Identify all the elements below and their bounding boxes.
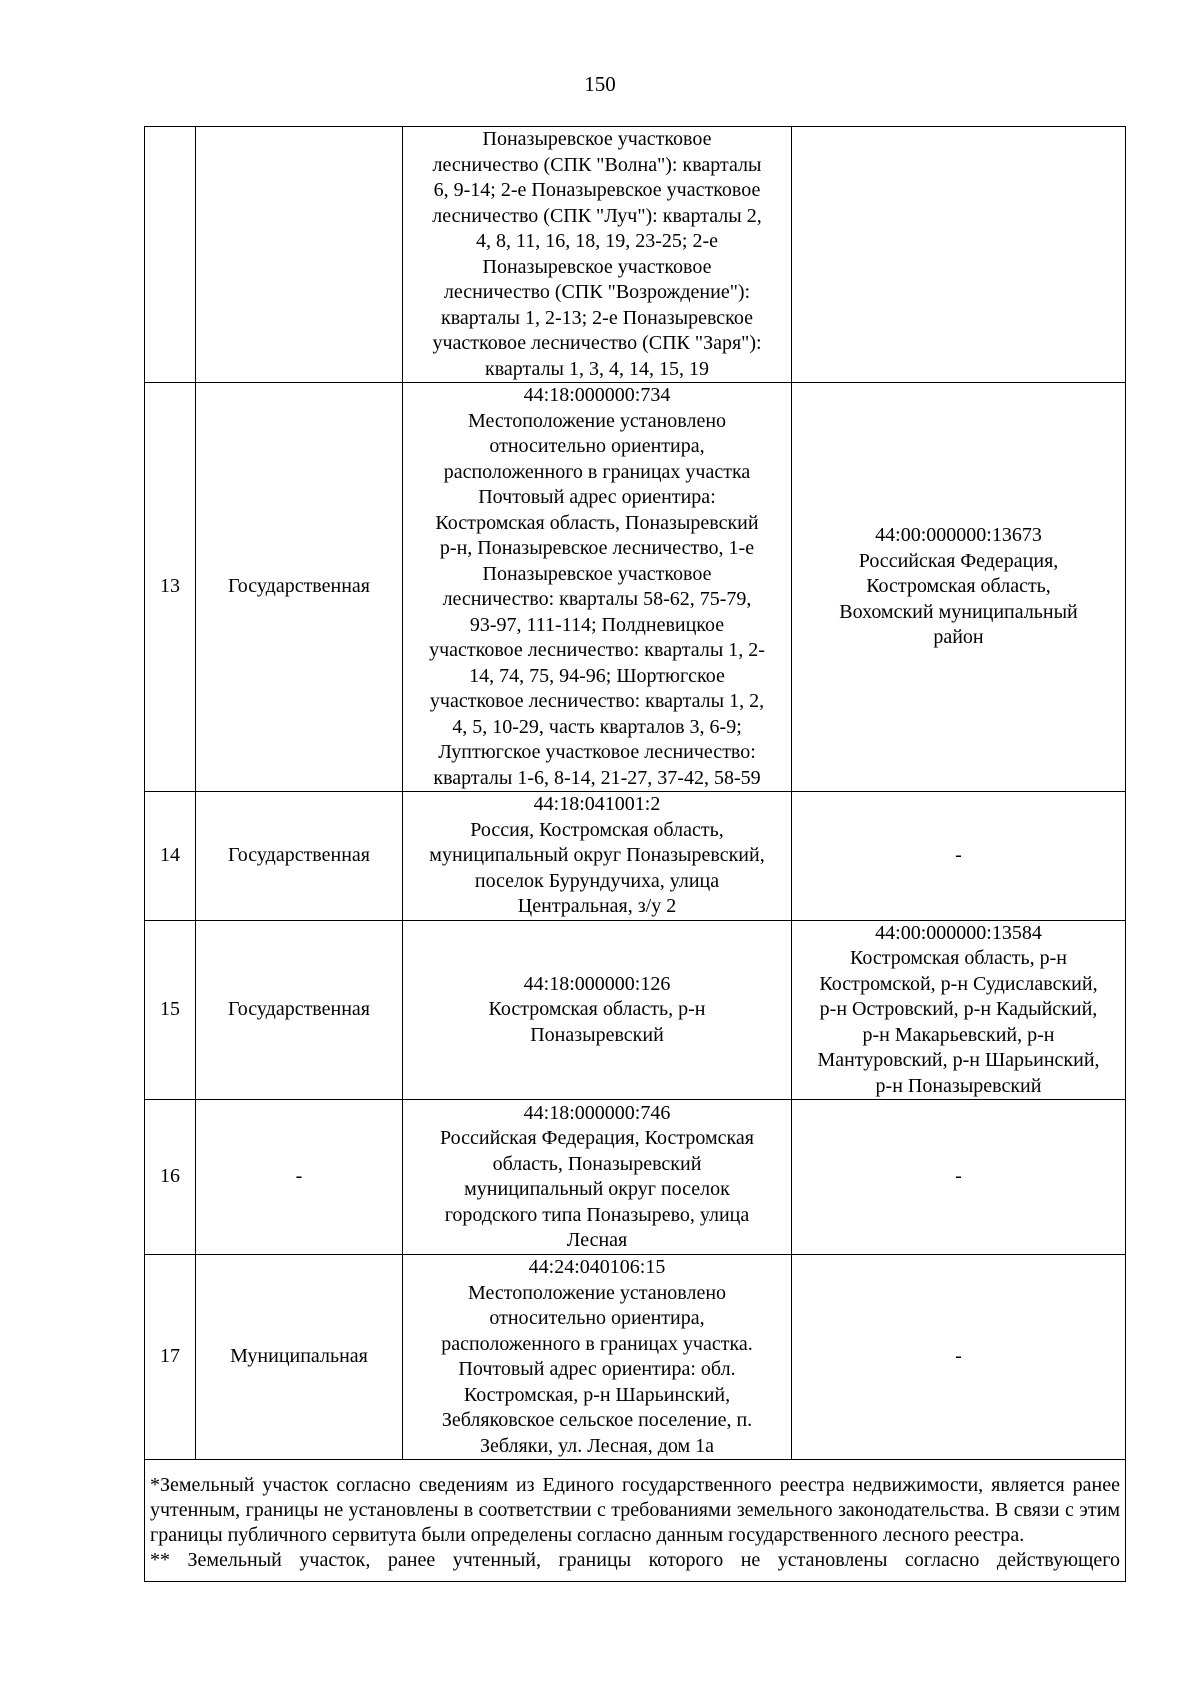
cell-line: Центральная, з/у 2	[517, 895, 677, 917]
cell-line: Луптюгское участковое лесничество:	[438, 741, 756, 763]
cell-line: -	[955, 844, 962, 866]
cell-line: -	[955, 1165, 962, 1188]
land-plot-cell	[403, 127, 792, 383]
cadastral-cell	[792, 920, 1126, 1100]
land-plot-cell	[403, 920, 792, 1100]
cell-line: относительно ориентира,	[489, 1307, 705, 1329]
cell-line: участковое лесничество: кварталы 1, 2,	[429, 690, 765, 712]
cell-line: Костромская область,	[866, 575, 1051, 598]
cell-line: Вохомский муниципальный	[839, 600, 1078, 623]
cell-line: область, Поназыревский	[492, 1152, 702, 1175]
cell-line: 44:00:000000:13673	[875, 524, 1042, 547]
ownership-cell: Государственная	[196, 383, 403, 792]
cell-line: лесничество (СПК "Волна"): кварталы	[432, 153, 762, 176]
ownership-cell: -	[196, 1100, 403, 1255]
page-number: 150	[584, 72, 616, 96]
footnote-1: *Земельный участок согласно сведениям из Единого государственного реестра недвижимости, является ранее учтенным, границы не установлены в соответствии с требованиями земельного законодательства. В связи с этим границы публичного сервитута были определены согласно данным государственного лесного реестра.	[150, 1473, 1120, 1546]
row-number-cell: 16	[145, 1100, 196, 1255]
cell-line: кварталы 1, 3, 4, 14, 15, 19	[485, 357, 709, 380]
cell-line: 4, 5, 10-29, часть кварталов 3, 6-9;	[452, 715, 742, 738]
cell-line: Поназыревский	[530, 1023, 664, 1046]
cell-line: р-н Макарьевский, р-н	[862, 1023, 1055, 1046]
row-number-cell: 17	[145, 1255, 196, 1460]
cell-line: кварталы 1-6, 8-14, 21-27, 37-42, 58-59	[433, 766, 761, 789]
cell-line: Россия, Костромская область,	[470, 818, 724, 841]
cell-line: 44:18:000000:746	[523, 1101, 671, 1124]
footnote-2: ** Земельный участок, ранее учтенный, границы которого не установлены согласно действующего	[150, 1548, 1120, 1571]
cell-line: участковое лесничество (СПК "Заря"):	[432, 332, 762, 354]
land-plot-cell	[403, 792, 792, 921]
cell-line: Костромская, р-н Шарьинский,	[463, 1383, 731, 1406]
cell-line: Российская Федерация, Костромская	[440, 1127, 754, 1149]
table-row	[145, 127, 1126, 383]
cell-line: городского типа Поназырево, улица	[444, 1203, 750, 1226]
cell-line: -	[955, 1345, 962, 1368]
land-plot-cell	[403, 1255, 792, 1460]
cell-line: Костромская область, р-н	[488, 998, 706, 1020]
cadastral-cell	[792, 383, 1126, 792]
cell-line: кварталы 1, 2-13; 2-е Поназыревское	[441, 306, 753, 329]
footnote-cell	[145, 1460, 1126, 1582]
cell-line: расположенного в границах участка.	[441, 1332, 753, 1355]
cell-line: Зебляковское сельское поселение, п.	[441, 1409, 753, 1431]
cell-line: лесничество (СПК "Луч"): кварталы 2,	[432, 204, 762, 227]
ownership-cell	[196, 127, 403, 383]
cell-line: Лесная	[566, 1229, 628, 1251]
cell-line: Местоположение установлено	[467, 409, 727, 432]
cell-line: Российская Федерация,	[858, 549, 1059, 572]
table-row	[145, 792, 1126, 921]
cell-line: Костромская область, р-н	[850, 947, 1067, 969]
cell-line: район	[933, 626, 984, 649]
table-row	[145, 920, 1126, 1100]
cell-line: р-н Островский, р-н Кадыйский,	[819, 998, 1098, 1020]
cell-line: Поназыревское участковое	[482, 562, 712, 585]
cell-line: Зебляки, ул. Лесная, дом 1а	[479, 1434, 715, 1457]
cell-line: расположенного в границах участка	[443, 460, 751, 483]
cell-line: муниципальный округ Поназыревский,	[429, 844, 765, 866]
cadastral-cell	[792, 1255, 1126, 1460]
cell-line: лесничество: кварталы 58-62, 75-79,	[442, 588, 752, 610]
cadastral-cell	[792, 1100, 1126, 1255]
cell-line: поселок Бурундучиха, улица	[474, 869, 720, 892]
cell-line: р-н Поназыревский	[875, 1074, 1042, 1097]
land-plot-cell	[403, 1100, 792, 1255]
cadastral-cell	[792, 792, 1126, 921]
cell-line: Почтовый адрес ориентира: обл.	[458, 1358, 736, 1380]
row-number-cell: 13	[145, 383, 196, 792]
cadastral-cell	[792, 127, 1126, 383]
land-plot-cell	[403, 383, 792, 792]
cell-line: 4, 8, 11, 16, 18, 19, 23-25; 2-е	[475, 230, 718, 252]
ownership-cell: Государственная	[196, 920, 403, 1100]
cell-line: Мантуровский, р-н Шарьинский,	[817, 1049, 1100, 1071]
cell-line: 44:18:000000:126	[523, 972, 671, 995]
cell-line: Поназыревское участковое	[482, 255, 712, 278]
cell-line: Поназыревское участковое	[482, 128, 712, 150]
cell-line: муниципальный округ поселок	[464, 1178, 730, 1200]
cell-line: 6, 9-14; 2-е Поназыревское участковое	[433, 179, 761, 201]
table-row	[145, 1255, 1126, 1460]
footnote-row	[145, 1460, 1126, 1582]
cell-line: Костромская область, Поназыревский	[435, 511, 759, 534]
cell-line: р-н, Поназыревское лесничество, 1-е	[439, 537, 755, 559]
cell-line: 93-97, 111-114; Полдневицкое	[469, 613, 725, 636]
cell-line: Местоположение установлено	[467, 1281, 727, 1304]
cell-line: 44:18:000000:734	[523, 384, 671, 406]
cell-line: лесничество (СПК "Возрождение"):	[443, 281, 751, 303]
ownership-cell: Муниципальная	[196, 1255, 403, 1460]
row-number-cell: 15	[145, 920, 196, 1100]
row-number-cell	[145, 127, 196, 383]
cell-line: 44:00:000000:13584	[875, 921, 1042, 944]
table-row	[145, 383, 1126, 792]
table-row	[145, 1100, 1126, 1255]
cell-line: 44:24:040106:15	[528, 1256, 666, 1278]
row-number-cell: 14	[145, 792, 196, 921]
cell-line: Почтовый адрес ориентира:	[478, 486, 716, 508]
cell-line: 14, 74, 75, 94-96; Шортюгское	[469, 664, 725, 687]
ownership-cell: Государственная	[196, 792, 403, 921]
cell-line: 44:18:041001:2	[533, 793, 661, 815]
servitude-table	[144, 126, 1126, 1582]
cell-line: относительно ориентира,	[489, 435, 705, 457]
cell-line: участковое лесничество: кварталы 1, 2-	[429, 639, 765, 661]
cell-line: Костромской, р-н Судиславский,	[819, 972, 1098, 995]
